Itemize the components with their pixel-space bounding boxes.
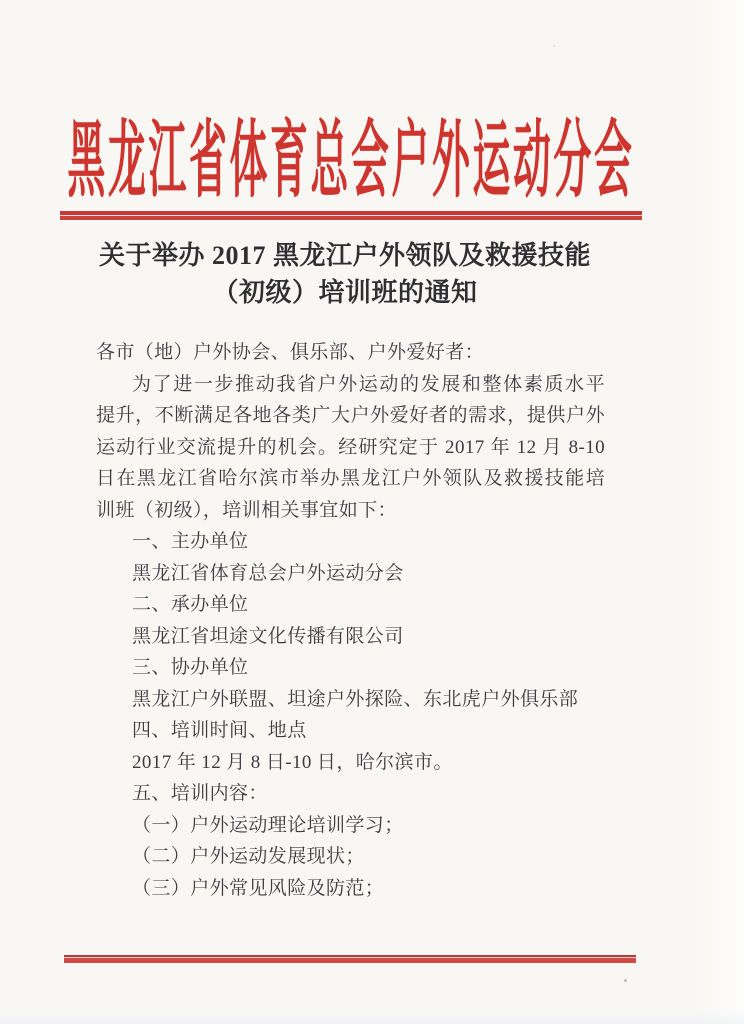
notice-title-line-1: 关于举办 2017 黑龙江户外领队及救援技能 [98, 241, 591, 270]
body-line-heading-5: 五、培训内容： [132, 783, 268, 804]
body-line-heading-4: 四、培训时间、地点 [132, 720, 307, 741]
body-line: 黑龙江省体育总会户外运动分会 [132, 562, 404, 584]
body-line: 2017 年 12 月 8 日-10 日，哈尔滨市。 [132, 751, 453, 773]
page-edge-highlight-right [698, 0, 744, 1024]
notice-title-line-2: （初级）培训班的通知 [212, 277, 478, 307]
scan-speck [624, 979, 627, 982]
body-line-list-item: （三）户外常见风险及防范； [132, 877, 385, 899]
body-line: 运动行业交流提升的机会。经研究定于 2017 年 12 月 8-10 [96, 436, 605, 458]
body-line: 黑龙江户外联盟、坦途户外探险、东北虎户外俱乐部 [132, 688, 579, 710]
notice-body [96, 337, 605, 904]
body-line-heading-3: 三、协办单位 [132, 657, 249, 678]
scan-speck [553, 45, 555, 47]
body-line-heading-1: 一、主办单位 [132, 531, 249, 552]
body-line-list-item: （二）户外运动发展现状； [132, 846, 365, 867]
body-line-list-item: （一）户外运动理论培训学习； [132, 814, 404, 836]
body-line-heading-2: 二、承办单位 [132, 594, 249, 615]
body-line: 为了进一步推动我省户外运动的发展和整体素质水平 [132, 373, 605, 395]
footer-red-rule [64, 955, 636, 963]
body-line: 黑龙江省坦途文化传播有限公司 [132, 625, 404, 647]
notice-title [50, 238, 640, 311]
letterhead-title: 黑龙江省体育总会户外运动分会 [67, 115, 635, 208]
body-line: 训班（初级），培训相关事宜如下： [96, 499, 397, 521]
page-edge-highlight-bottom [0, 1010, 744, 1024]
letterhead-banner [60, 116, 642, 208]
body-line: 提升，不断满足各地各类广大户外爱好者的需求，提供户外 [96, 405, 605, 426]
body-line-salutation: 各市（地）户外协会、俱乐部、户外爱好者： [96, 342, 485, 363]
body-line: 日在黑龙江省哈尔滨市举办黑龙江户外领队及救援技能培 [96, 468, 605, 489]
letterhead-double-rule [60, 211, 642, 220]
